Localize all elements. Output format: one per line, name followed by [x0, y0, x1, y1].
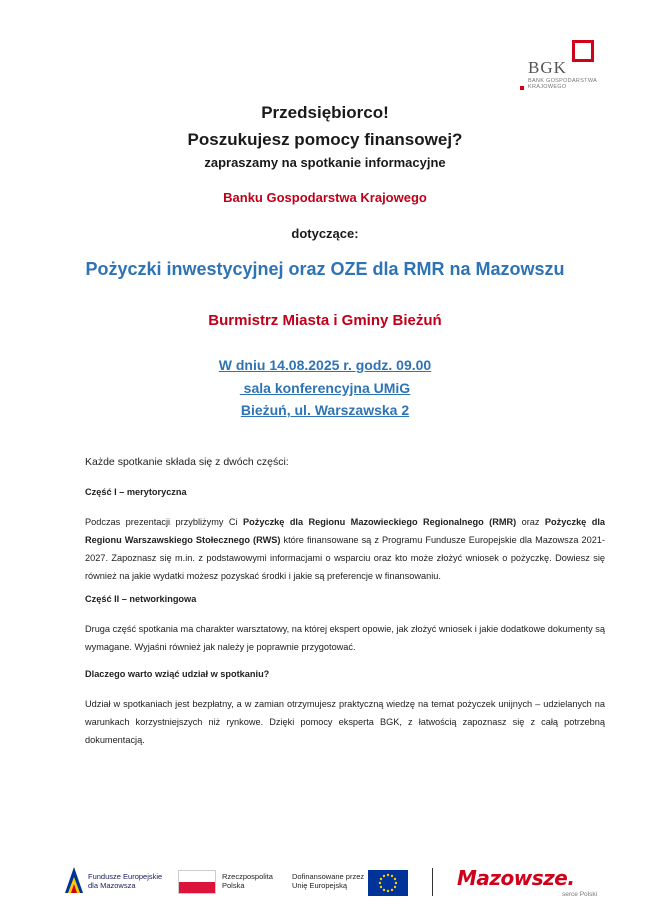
- poland-flag-icon: [178, 870, 216, 894]
- heading-regarding: dotyczące:: [291, 226, 359, 241]
- part2-text: Druga część spotkania ma charakter warsztatowy, na której ekspert opowie, jak złożyć wniosek i jakie dodatkowe dokumenty są wymagane. Wyjaśni również jak należy je poprawnie przygotować.: [85, 624, 605, 652]
- part1-text: [85, 513, 605, 585]
- ue-logo-text: [292, 872, 364, 890]
- bgk-logo-subtitle: [528, 78, 598, 90]
- bgk-subtitle-line2: KRAJOWEGO: [528, 84, 567, 90]
- mazowsze-tagline: serce Polski: [562, 891, 598, 898]
- bgk-logo: [520, 40, 600, 100]
- rp-logo-text: [222, 872, 273, 890]
- why-text: Udział w spotkaniach jest bezpłatny, a w zamian otrzymujesz praktyczną wiedzę na temat pożyczek unijnych – udzielanych na warunkach korzystniejszych niż rynkowe. Dzięki pomocy eksperta BGK, z łatwością zapoznasz się z całą potrzebną dokumentacją.: [85, 699, 605, 745]
- heading-question: Poszukujesz pomocy finansowej?: [187, 130, 463, 149]
- part1-title: Część I – merytoryczna: [85, 487, 187, 497]
- heading-topic: Pożyczki inwestycyjnej oraz OZE dla RMR na Mazowszu: [85, 259, 565, 279]
- event-address: Bieżuń, ul. Warszawska 2: [240, 402, 410, 418]
- event-venue-text: sala konferencyjna UMiG: [239, 380, 411, 396]
- bgk-square-icon: [572, 40, 594, 62]
- fe-logo-text: [88, 872, 162, 890]
- part1-loan-rws: Pożyczkę dla Regionu Warszawskiego Stołecznego (RWS): [85, 517, 605, 545]
- eu-flag-icon: [368, 870, 408, 896]
- bgk-dot-icon: [520, 86, 524, 90]
- ue-line2: Unię Europejską: [292, 881, 348, 890]
- part2-title: Część II – networkingowa: [85, 594, 197, 604]
- part1-text-e: które finansowane są z Programu Fundusze Europejskie dla Mazowsza 2021-2027. Zapoznasz się m.in. z podstawowymi informacjami o wsparciu oraz kto może złożyć wniosek o pożyczkę. Dowiesz się również na jakie wydatki możesz pozyskać środki i jakie są preferencje w finansowaniu.: [85, 535, 606, 581]
- event-date: W dniu 14.08.2025 r. godz. 09.00: [218, 357, 432, 373]
- fe-logo-icon: [65, 867, 83, 893]
- bgk-logo-name: BGK: [528, 58, 567, 77]
- part1-text-c: oraz: [516, 517, 545, 527]
- why-title: Dlaczego warto wziąć udział w spotkaniu?: [85, 669, 270, 679]
- heading-host: Burmistrz Miasta i Gminy Bieżuń: [208, 312, 442, 329]
- rp-line2: Polska: [222, 881, 245, 890]
- heading-invitation: zapraszamy na spotkanie informacyjne: [204, 155, 446, 170]
- fe-line2: dla Mazowsza: [88, 881, 136, 890]
- fe-line1: Fundusze Europejskie: [88, 872, 163, 881]
- part1-text-a: Podczas prezentacji przybliżymy Ci: [85, 517, 244, 527]
- footer-divider: [432, 868, 433, 896]
- rp-line1: Rzeczpospolita: [222, 872, 273, 881]
- mazowsze-logo: Mazowsze.: [457, 866, 575, 890]
- heading-bank: Banku Gospodarstwa Krajowego: [223, 190, 427, 205]
- heading-entrepreneur: Przedsiębiorco!: [261, 103, 389, 122]
- bgk-subtitle-line1: BANK GOSPODARSTWA: [528, 78, 598, 84]
- ue-line1: Dofinansowane przez: [292, 872, 365, 881]
- event-venue: [0, 380, 650, 396]
- body-intro: Każde spotkanie składa się z dwóch części:: [85, 456, 289, 468]
- part1-loan-rmr: Pożyczkę dla Regionu Mazowieckiego Regionalnego (RMR): [243, 517, 517, 527]
